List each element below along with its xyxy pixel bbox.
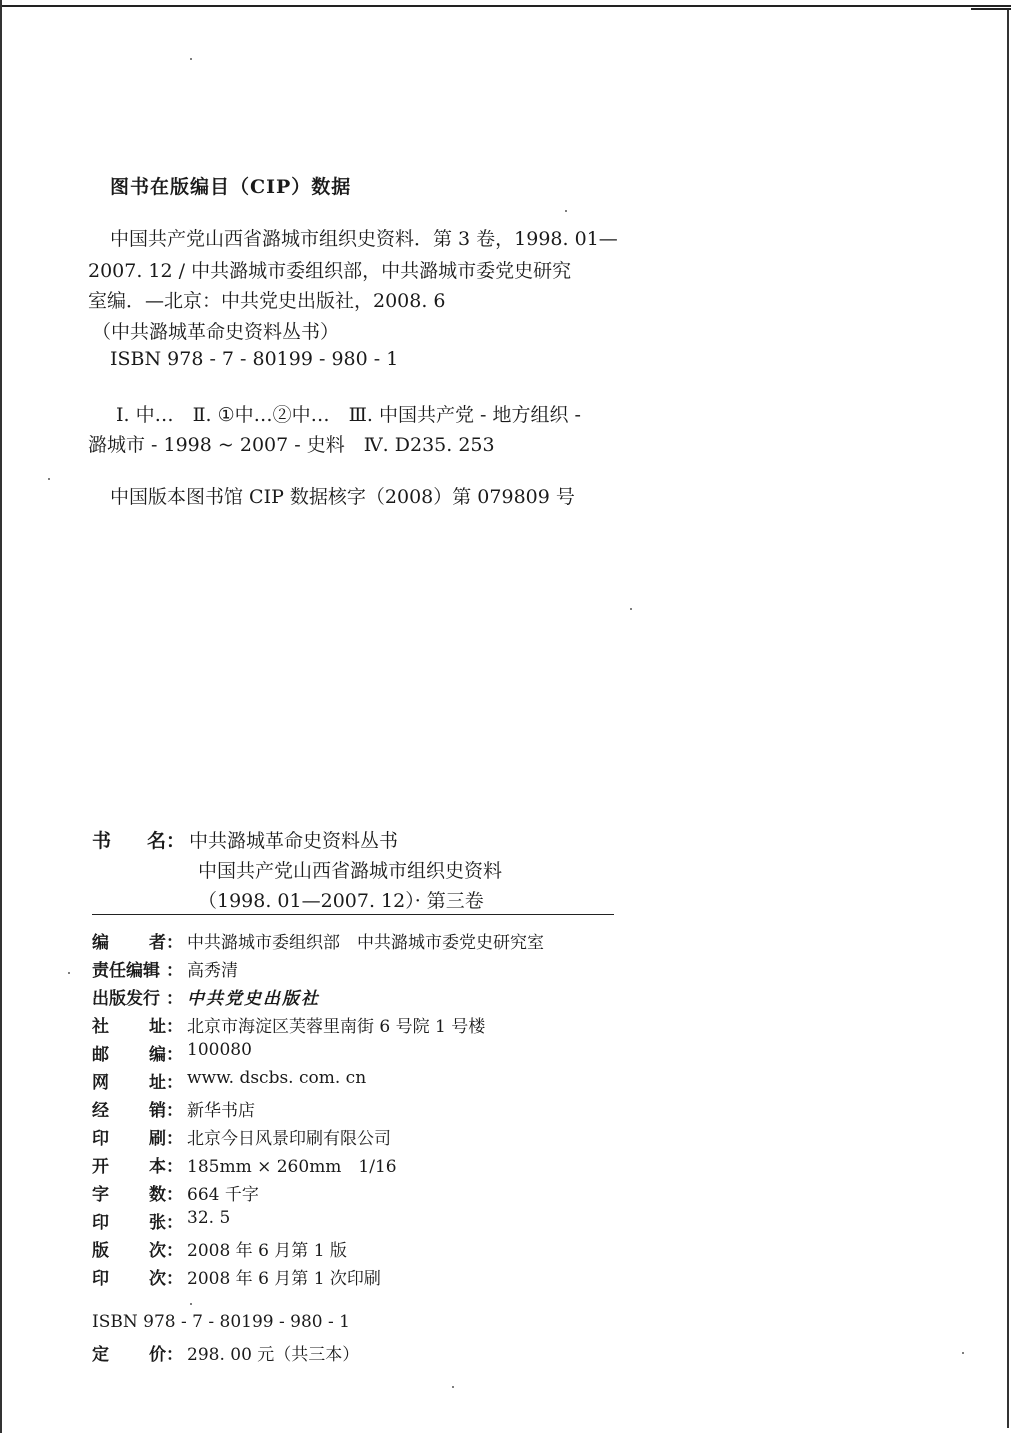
info-row-format: 开 本 ： 185mm × 260mm 1/16 [92, 1157, 397, 1177]
info-row-sheets: 印 张 ： 32. 5 [92, 1208, 231, 1233]
isbn-line: ISBN 978 - 7 - 80199 - 980 - 1 [92, 1312, 350, 1332]
scan-speck [48, 478, 50, 480]
cip-line-2: 2007. 12 / 中共潞城市委组织部，中共潞城市委党史研究 [88, 260, 572, 282]
scan-border-left [0, 0, 2, 1433]
info-row-word-count: 字 数 ： 664 千字 [92, 1185, 259, 1205]
info-row-edition: 版 次 ： 2008 年 6 月第 1 版 [92, 1241, 347, 1261]
cip-classification-1: Ⅰ. 中… Ⅱ. ①中…②中… Ⅲ. 中国共产党 - 地方组织 - [116, 404, 581, 426]
info-row-postcode: 邮 编 ： 100080 [92, 1040, 252, 1065]
book-title-main: 中国共产党山西省潞城市组织史资料 [198, 860, 503, 882]
scan-speck [962, 1352, 964, 1354]
info-row-distributor: 经 销 ： 新华书店 [92, 1101, 255, 1121]
cip-classification-2: 潞城市 - 1998 ~ 2007 - 史料 Ⅳ. D235. 253 [88, 434, 495, 456]
divider-rule [92, 914, 614, 915]
info-row-publisher: 出版发行 ： 中共党史出版社 [92, 984, 320, 1009]
price-row: 定 价 ： 298. 00 元（共三本） [92, 1340, 359, 1365]
info-row-website: 网 址 ： www. dscbs. com. cn [92, 1068, 367, 1093]
scan-speck [565, 210, 567, 212]
book-name-row: 书 名 ： 中共潞城革命史资料丛书 [92, 826, 398, 853]
publisher-calligraphy: 中共党史出版社 [187, 989, 320, 1009]
scan-speck [190, 58, 192, 60]
info-row-printing: 印 次 ： 2008 年 6 月第 1 次印刷 [92, 1269, 381, 1289]
scan-speck [630, 608, 632, 610]
book-title-series: 中共潞城革命史资料丛书 [189, 830, 399, 852]
scan-speck [190, 1303, 192, 1305]
cip-isbn: ISBN 978 - 7 - 80199 - 980 - 1 [110, 348, 399, 370]
book-title-volume: （1998. 01—2007. 12）· 第三卷 [198, 890, 484, 912]
cip-title: 图书在版编目（CIP）数据 [110, 176, 352, 198]
scan-tick-mark [971, 8, 1011, 10]
scan-speck [68, 972, 70, 974]
cip-line-4: （中共潞城革命史资料丛书） [92, 321, 340, 343]
cip-line-3: 室编．—北京：中共党史出版社，2008. 6 [88, 290, 446, 312]
cip-verification-number: 中国版本图书馆 CIP 数据核字（2008）第 079809 号 [110, 486, 575, 508]
info-row-address: 社 址 ： 北京市海淀区芙蓉里南街 6 号院 1 号楼 [92, 1017, 486, 1037]
scan-border-right [1007, 8, 1009, 1428]
info-row-printer: 印 刷 ： 北京今日风景印刷有限公司 [92, 1129, 391, 1149]
info-row-responsible-editor: 责任编辑 ： 高秀清 [92, 961, 238, 981]
scan-speck [452, 1386, 454, 1388]
cip-line-1: 中国共产党山西省潞城市组织史资料．第 3 卷，1998. 01— [110, 228, 618, 250]
price-value: 298. 00 元（共三本） [187, 1345, 360, 1365]
scan-border-top [0, 5, 1011, 7]
info-row-editor: 编 者 ： 中共潞城市委组织部 中共潞城市委党史研究室 [92, 933, 544, 953]
book-name-label: 书 名 [92, 830, 166, 852]
